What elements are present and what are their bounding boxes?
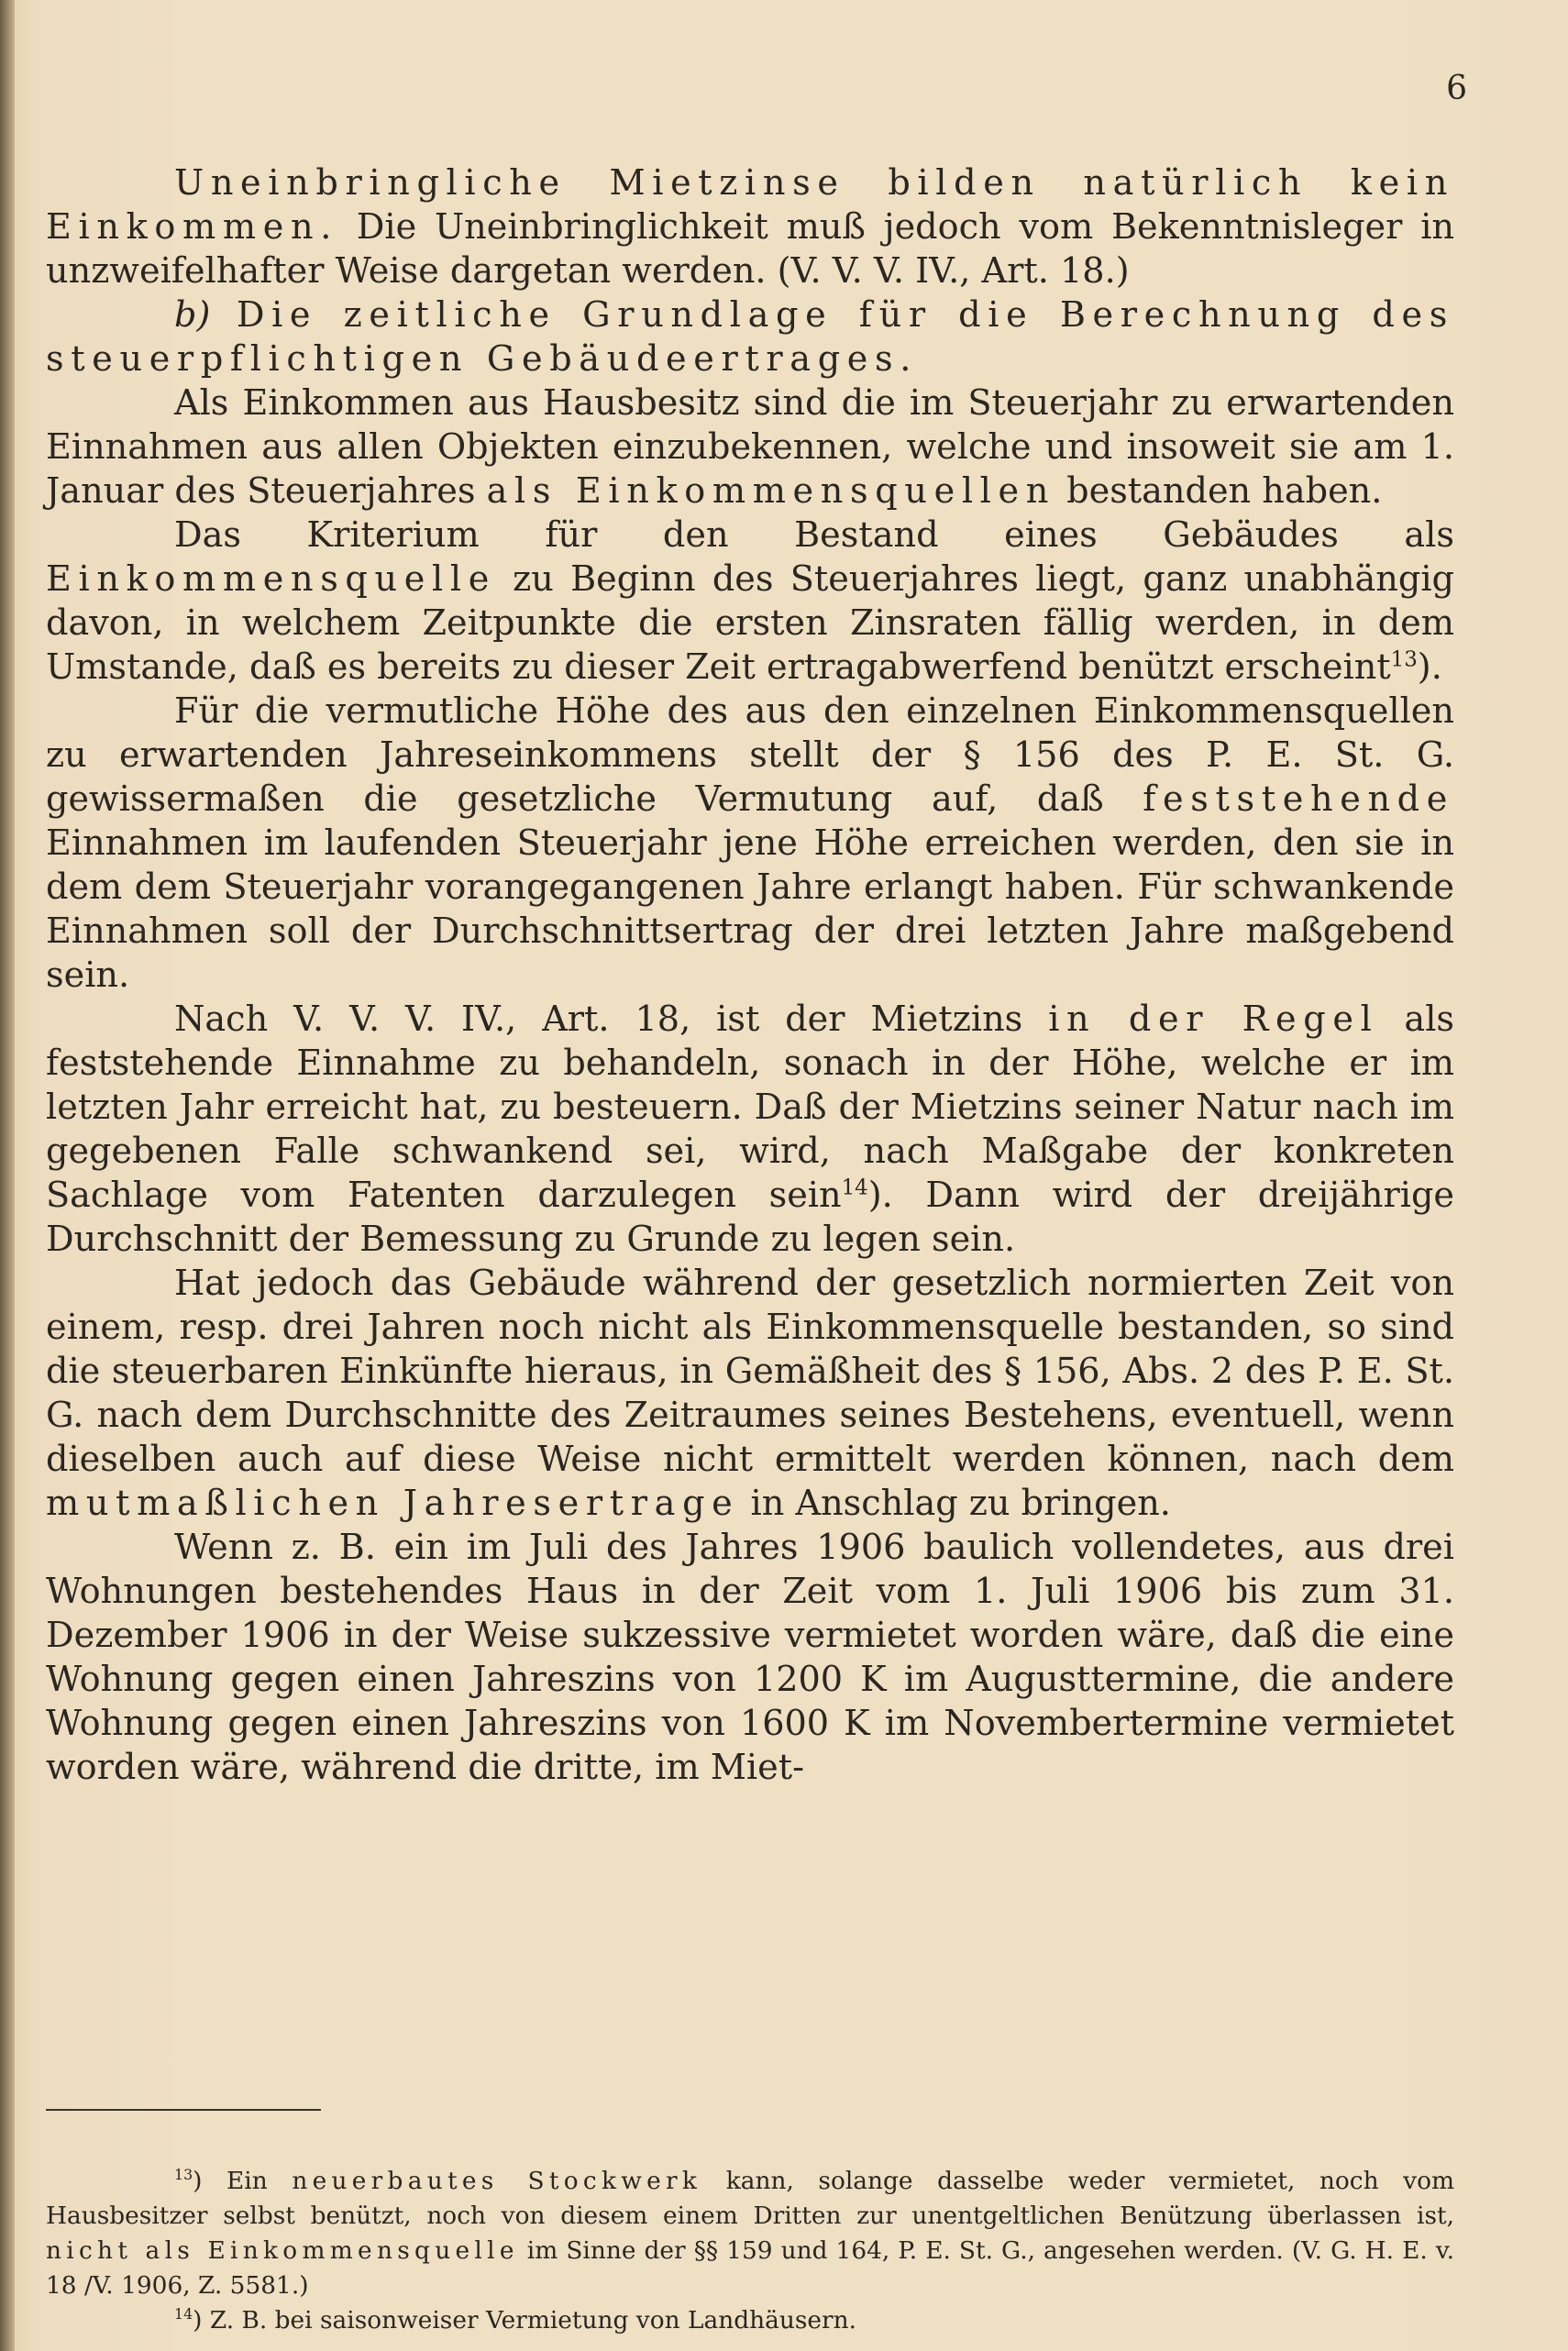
paragraph-text: ). Dann wird der dreijährige Durchschnitt der Bemessung zu Grunde zu legen sein.: [46, 1176, 1455, 1260]
spaced-emphasis: in der Regel: [1048, 999, 1379, 1040]
footnote-number: 14: [174, 2305, 193, 2323]
spaced-emphasis: nicht als Einkommensquelle: [46, 2236, 519, 2265]
section-heading-text: Die zeitliche Grundlage für die Berechnung des steuerpflichtigen Gebäudeertrages.: [46, 295, 1454, 380]
body-text: [46, 161, 1454, 1790]
paragraph-text: Nach V. V. V. IV., Art. 18, ist der Mietzins: [174, 999, 1049, 1040]
paragraph-mietzins-regel: [46, 998, 1454, 1262]
paragraph-kriterium: [46, 513, 1454, 690]
footnote-paren: ): [193, 2306, 203, 2334]
paragraph-text: Für die vermutliche Höhe des aus den einzelnen Einkommensquellen zu erwartenden Jahreseinkommens stellt der § 156 des P. E. St. G. gewissermaßen die gesetzliche Vermutung auf, daß: [46, 691, 1454, 820]
footnote-text: Ein: [202, 2167, 293, 2195]
paragraph-text: bestanden haben.: [1055, 471, 1383, 512]
footnote-ref-14: 14: [841, 1176, 868, 1200]
paragraph-text: Als Einkommen aus Hausbesitz sind die im Steuerjahr zu erwartenden Einnahmen aus allen Objekten einzubekennen, welche und insoweit sie am 1. Januar des Steuerjahres: [46, 383, 1454, 512]
paragraph-text: als feststehende Einnahme zu behandeln, sonach in der Höhe, welche er im letzten Jahr erreicht hat, zu besteuern. Daß der Mietzins seiner Natur nach im gegebenen Falle schwankend sei, wird, nach Maßgabe der konkreten Sachlage vom Fatenten darzulegen sein: [46, 999, 1454, 1216]
footnote-text: im Sinne der §§ 159 und 164, P. E. St. G., angesehen werden. (V. G. H. E. v. 18 /V. 1906, Z. 5581.): [46, 2236, 1455, 2300]
spaced-emphasis: mutmaßlichen Jahresertrage: [46, 1484, 740, 1524]
section-heading: [46, 293, 1454, 381]
spaced-emphasis: neuerbautes Stockwerk: [292, 2167, 702, 2195]
footnote-14: [46, 2303, 1454, 2338]
paragraph-text: Die Uneinbringlichkeit muß jedoch vom Bekenntnisleger in unzweifelhafter Weise dargetan werden. (V. V. V. IV., Art. 18.): [46, 207, 1454, 292]
footnote-text: Z. B. bei saisonweiser Vermietung von Landhäusern.: [202, 2306, 857, 2334]
spaced-emphasis: als Einkommensquellen: [486, 471, 1056, 512]
paragraph-beispiel: Wenn z. B. ein im Juli des Jahres 1906 baulich vollendetes, aus drei Wohnungen bestehendes Haus in der Zeit vom 1. Juli 1906 bis zum 31. Dezember 1906 in der Weise sukzessive vermietet worden wäre, daß die eine Wohnung gegen einen Jahreszins von 1200 K im Augusttermine, die andere Wohnung gegen einen Jahreszins von 1600 K im Novembertermine vermietet worden wäre, während die dritte, im Miet-: [46, 1528, 1454, 1788]
section-marker: b): [174, 295, 211, 336]
footnote-number: 13: [174, 2166, 193, 2184]
footnote-paren: ): [193, 2167, 203, 2195]
footnote-ref-13: 13: [1390, 647, 1418, 672]
paragraph-vermutliche-hoehe: [46, 690, 1454, 998]
paragraph-text: Einnahmen im laufenden Steuerjahr jene Höhe erreichen werden, den sie in dem dem Steuerjahr vorangegangenen Jahre erlangt haben. Für schwankende Einnahmen soll der Durchschnittsertrag der drei letzten Jahre maßgebend sein.: [46, 823, 1454, 996]
paragraph-text: Das Kriterium für den Bestand eines Gebäudes als: [174, 515, 1454, 556]
paragraph-hat-jedoch: [46, 1262, 1454, 1526]
spaced-lead: Uneinbringliche Mietzinse bilden natürlich kein Einkommen.: [46, 163, 1454, 248]
book-spine-shadow: [0, 0, 15, 2351]
spaced-emphasis: feststehende: [1143, 779, 1454, 820]
footnote-rule: [46, 2109, 321, 2111]
paragraph-text: in Anschlag zu bringen.: [739, 1484, 1171, 1524]
spaced-emphasis: Einkommensquelle: [46, 559, 496, 600]
page-number: 6: [1446, 70, 1467, 107]
paragraph-text: Hat jedoch das Gebäude während der gesetzlich normierten Zeit von einem, resp. drei Jahren noch nicht als Einkommensquelle bestanden, so sind die steuerbaren Einkünfte hieraus, in Gemäßheit des § 156, Abs. 2 des P. E. St. G. nach dem Durchschnitte des Zeitraumes seines Bestehens, eventuell, wenn dieselben auch auf diese Weise nicht ermittelt werden können, nach dem: [46, 1264, 1454, 1480]
paragraph-uneinbringliche: [46, 161, 1454, 293]
footnote-13: [46, 2164, 1454, 2303]
paragraph-text: zu Beginn des Steuerjahres liegt, ganz unabhängig davon, in welchem Zeitpunkte die ersten Zinsraten fällig werden, in dem Umstande, daß es bereits zu dieser Zeit ertragabwerfend benützt erscheint: [46, 559, 1454, 688]
footnote-text: kann, solange dasselbe weder vermietet, noch vom Hausbesitzer selbst benützt, noch von diesem einem Dritten zur unentgeltlichen Benützung überlassen ist,: [46, 2167, 1454, 2230]
paragraph-einkommen: [46, 381, 1454, 513]
paragraph-text: ).: [1417, 647, 1442, 688]
footnotes: [46, 2164, 1454, 2338]
